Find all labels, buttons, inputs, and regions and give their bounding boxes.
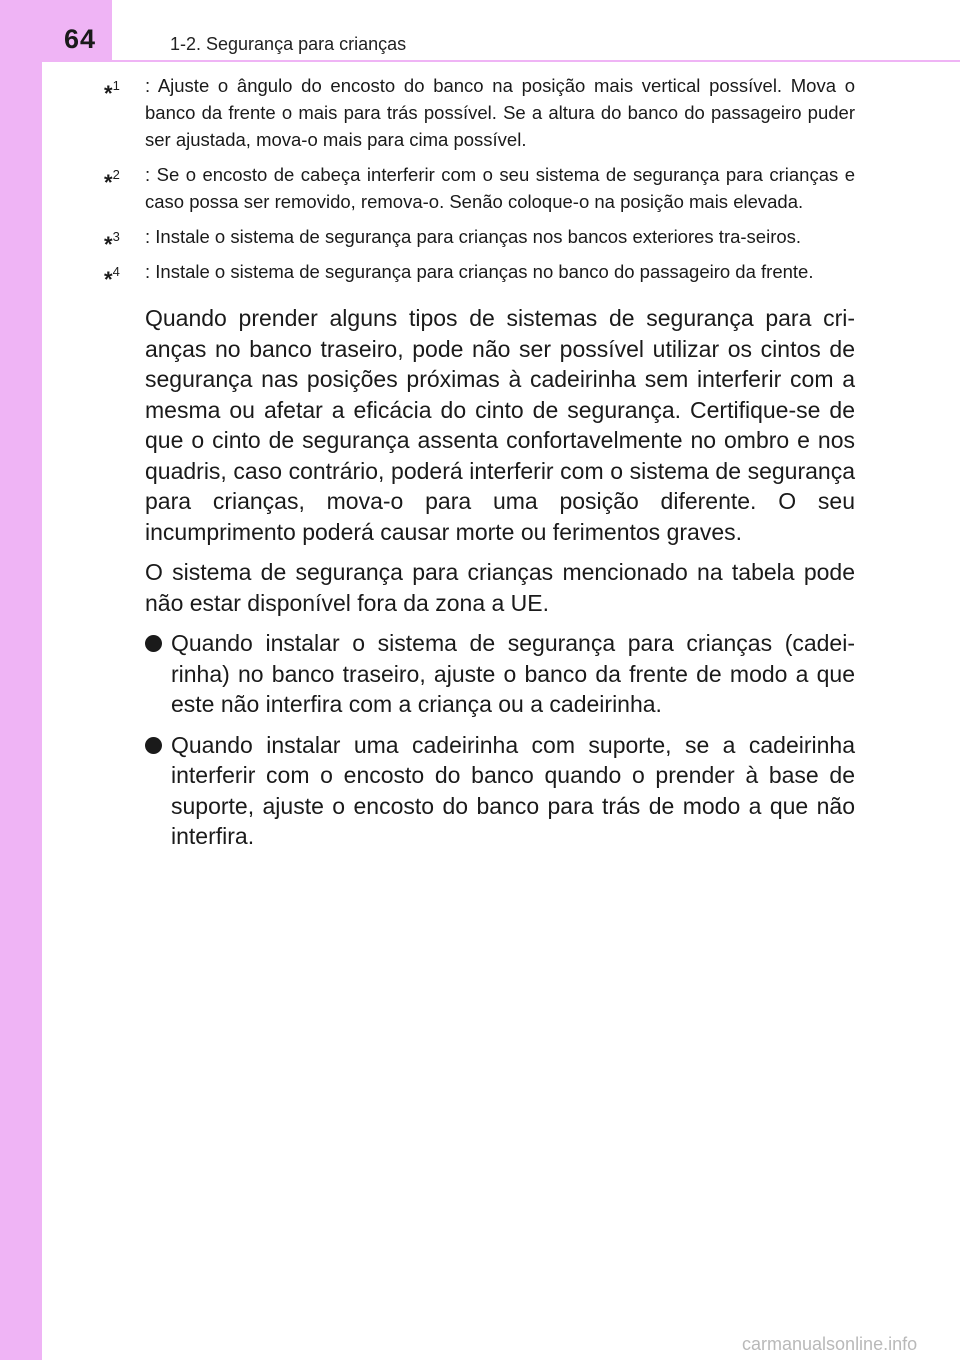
bullet-text: Quando instalar uma cadeirinha com suporte, se a cadeirinha interferir com o encosto do banco quando o prender à base de suporte, ajuste o encosto do banco para trás de modo a que não interfira. (171, 731, 855, 849)
footnote-text: : Ajuste o ângulo do encosto do banco na posição mais vertical possível. Mova o banco da frente o mais para trás possível. Se a altura do banco do passageiro puder ser ajustada, mova-o mais para cima possível. (145, 75, 855, 150)
footnote-text: : Instale o sistema de segurança para crianças nos bancos exteriores tra-seiros. (145, 226, 802, 247)
footnote-text: : Se o encosto de cabeça interferir com o seu sistema de segurança para crianças e caso possa ser removido, remova-o. Senão coloque-o na posição mais elevada. (145, 164, 855, 212)
footnote-text: : Instale o sistema de segurança para crianças no banco do passageiro da frente. (145, 261, 814, 282)
footnote-1 (104, 72, 855, 153)
bullet-icon (145, 635, 162, 652)
footnote-2 (104, 161, 855, 215)
footnote-marker: *$^1$ (104, 78, 120, 106)
section-title: 1-2. Segurança para crianças (170, 34, 407, 54)
watermark: carmanualsonline.info (742, 1334, 918, 1354)
bullet-item (145, 628, 855, 720)
page-number: 64 (64, 24, 97, 54)
footnote-marker: *$^2$ (104, 167, 120, 195)
page-content (104, 72, 855, 852)
footnote-marker: *$^3$ (104, 229, 120, 257)
footnote-marker: *$^4$ (104, 264, 120, 292)
body-paragraph-availability: O sistema de segurança para crianças mencionado na tabela pode não estar disponível fora da zona a UE. (145, 559, 855, 616)
header-rule (112, 60, 960, 62)
body-paragraph-seatbelts: Quando prender alguns tipos de sistemas de segurança para cri-anças no banco traseiro, pode não ser possível utilizar os cintos de segurança nas posições próximas à cadeirinha sem interferir com a mesma ou afetar a eficácia do cinto de segurança. Certifique-se de que o cinto de segurança assenta confortavelmente no ombro e nos quadris, caso contrário, poderá interferir com o sistema de segurança para crianças, mova-o para uma posição diferente. O seu incumprimento poderá causar morte ou ferimentos graves. (145, 305, 855, 545)
bullet-item (145, 730, 855, 852)
footnote-4 (104, 258, 855, 292)
side-color-band (0, 0, 42, 1360)
bullet-text: Quando instalar o sistema de segurança para crianças (cadei-rinha) no banco traseiro, ajuste o banco da frente de modo a que este não interfira com a criança ou a cadeirinha. (171, 630, 855, 717)
bullet-icon (145, 737, 162, 754)
footnote-3 (104, 223, 855, 257)
